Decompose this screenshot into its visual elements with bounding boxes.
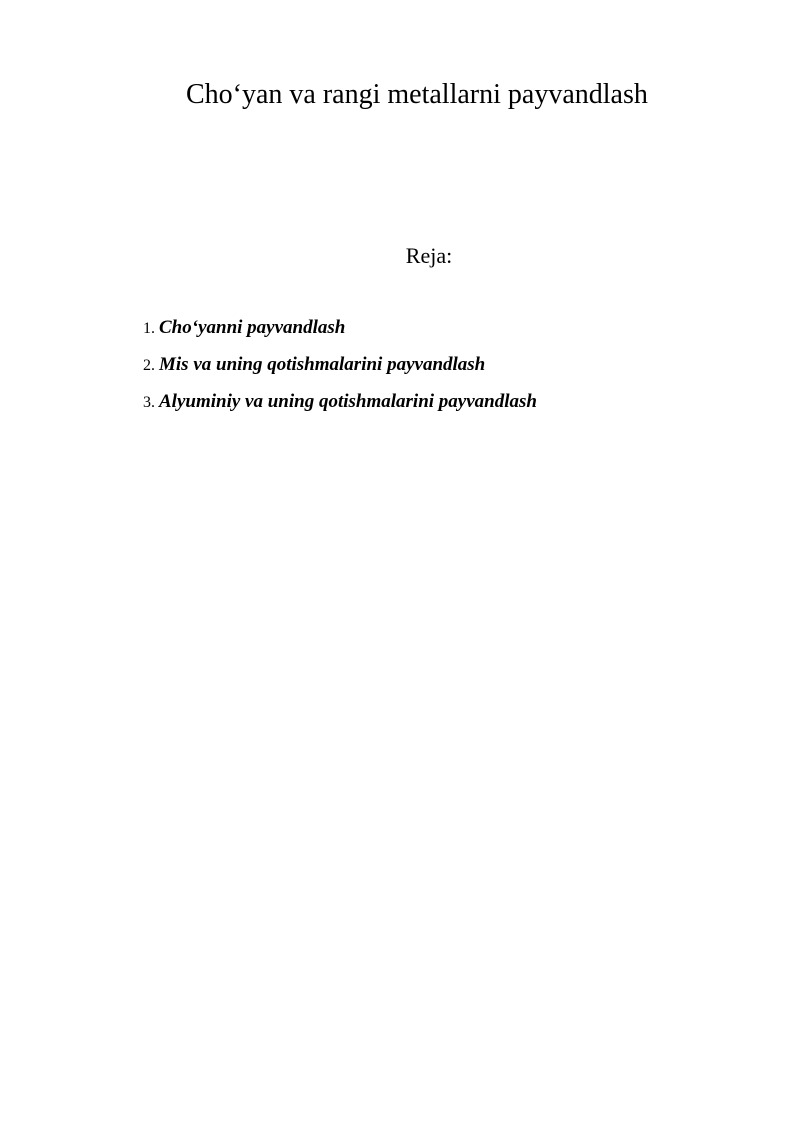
plan-item-text: Cho‘yanni payvandlash <box>159 317 346 338</box>
plan-item <box>143 314 537 351</box>
plan-item-number: 3. <box>143 394 155 411</box>
plan-item-text: Alyuminiy va uning qotishmalarini payvandlash <box>159 391 537 412</box>
document-title: Cho‘yan va rangi metallarni payvandlash <box>186 79 648 110</box>
plan-heading: Reja: <box>405 243 453 268</box>
plan-item <box>143 351 537 388</box>
plan-item-number: 1. <box>143 320 155 337</box>
plan-item <box>143 388 537 425</box>
plan-item-number: 2. <box>143 357 155 374</box>
plan-item-text: Mis va uning qotishmalarini payvandlash <box>159 354 486 375</box>
plan-list <box>143 314 537 425</box>
